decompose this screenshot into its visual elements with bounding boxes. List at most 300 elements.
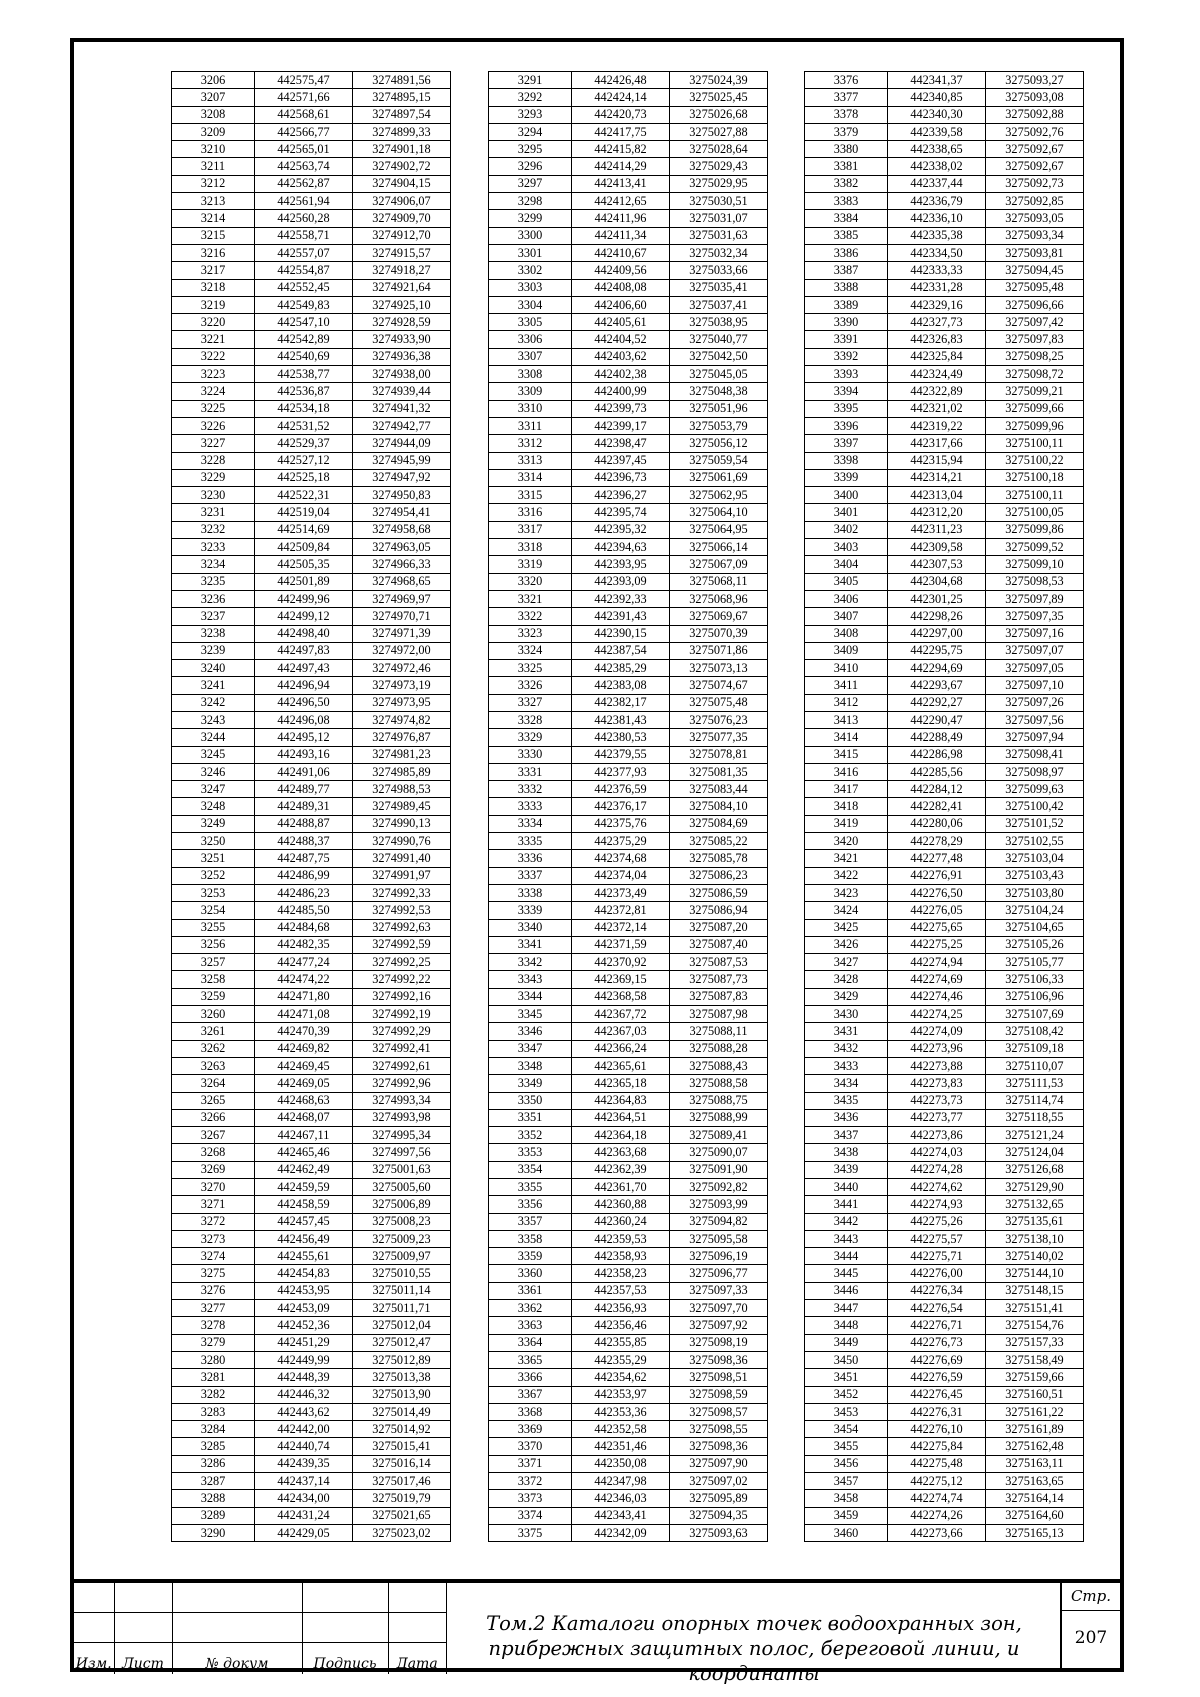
table-row bbox=[172, 158, 451, 175]
point-id-cell: 3245 bbox=[172, 746, 255, 763]
table-row bbox=[805, 1213, 1084, 1230]
table-row bbox=[489, 867, 768, 884]
point-id-cell: 3297 bbox=[489, 175, 572, 192]
x-coordinate-cell: 442397,45 bbox=[572, 452, 670, 469]
table-row bbox=[172, 1109, 451, 1126]
table-row bbox=[489, 1300, 768, 1317]
x-coordinate-cell: 442335,38 bbox=[888, 227, 986, 244]
y-coordinate-cell: 3275088,99 bbox=[670, 1109, 768, 1126]
point-id-cell: 3307 bbox=[489, 348, 572, 365]
table-row bbox=[489, 884, 768, 901]
x-coordinate-cell: 442353,36 bbox=[572, 1403, 670, 1420]
y-coordinate-cell: 3275086,23 bbox=[670, 867, 768, 884]
table-row bbox=[172, 1421, 451, 1438]
y-coordinate-cell: 3275099,66 bbox=[986, 400, 1084, 417]
y-coordinate-cell: 3275098,36 bbox=[670, 1351, 768, 1368]
table-row bbox=[172, 1507, 451, 1524]
point-id-cell: 3267 bbox=[172, 1127, 255, 1144]
point-id-cell: 3409 bbox=[805, 642, 888, 659]
x-coordinate-cell: 442434,00 bbox=[255, 1490, 353, 1507]
x-coordinate-cell: 442274,94 bbox=[888, 954, 986, 971]
y-coordinate-cell: 3275087,83 bbox=[670, 988, 768, 1005]
y-coordinate-cell: 3275030,51 bbox=[670, 193, 768, 210]
y-coordinate-cell: 3275106,96 bbox=[986, 988, 1084, 1005]
table-row bbox=[172, 1161, 451, 1178]
x-coordinate-cell: 442276,69 bbox=[888, 1351, 986, 1368]
table-row bbox=[172, 435, 451, 452]
table-row bbox=[805, 1473, 1084, 1490]
y-coordinate-cell: 3275087,40 bbox=[670, 936, 768, 953]
point-id-cell: 3345 bbox=[489, 1006, 572, 1023]
x-coordinate-cell: 442329,16 bbox=[888, 296, 986, 313]
table-row bbox=[172, 1438, 451, 1455]
y-coordinate-cell: 3275135,61 bbox=[986, 1213, 1084, 1230]
point-id-cell: 3292 bbox=[489, 89, 572, 106]
point-id-cell: 3322 bbox=[489, 608, 572, 625]
table-row bbox=[172, 1300, 451, 1317]
table-row bbox=[805, 798, 1084, 815]
table-row bbox=[172, 729, 451, 746]
y-coordinate-cell: 3275126,68 bbox=[986, 1161, 1084, 1178]
x-coordinate-cell: 442340,30 bbox=[888, 106, 986, 123]
point-id-cell: 3339 bbox=[489, 902, 572, 919]
table-row bbox=[489, 988, 768, 1005]
y-coordinate-cell: 3275164,14 bbox=[986, 1490, 1084, 1507]
y-coordinate-cell: 3275124,04 bbox=[986, 1144, 1084, 1161]
y-coordinate-cell: 3275103,80 bbox=[986, 884, 1084, 901]
table-row bbox=[172, 210, 451, 227]
x-coordinate-cell: 442341,37 bbox=[888, 72, 986, 89]
table-row bbox=[805, 1230, 1084, 1247]
table-row bbox=[489, 1092, 768, 1109]
x-coordinate-cell: 442365,18 bbox=[572, 1075, 670, 1092]
y-coordinate-cell: 3275099,96 bbox=[986, 417, 1084, 434]
x-coordinate-cell: 442357,53 bbox=[572, 1282, 670, 1299]
y-coordinate-cell: 3275009,23 bbox=[353, 1230, 451, 1247]
point-id-cell: 3376 bbox=[805, 72, 888, 89]
y-coordinate-cell: 3275048,38 bbox=[670, 383, 768, 400]
x-coordinate-cell: 442439,35 bbox=[255, 1455, 353, 1472]
table-row bbox=[805, 988, 1084, 1005]
y-coordinate-cell: 3275140,02 bbox=[986, 1248, 1084, 1265]
x-coordinate-cell: 442273,96 bbox=[888, 1040, 986, 1057]
x-coordinate-cell: 442359,53 bbox=[572, 1230, 670, 1247]
y-coordinate-cell: 3274973,19 bbox=[353, 677, 451, 694]
x-coordinate-cell: 442276,91 bbox=[888, 867, 986, 884]
point-id-cell: 3408 bbox=[805, 625, 888, 642]
page-cell-divider bbox=[1062, 1610, 1120, 1611]
x-coordinate-cell: 442374,04 bbox=[572, 867, 670, 884]
table-row bbox=[172, 141, 451, 158]
x-coordinate-cell: 442448,39 bbox=[255, 1369, 353, 1386]
x-coordinate-cell: 442554,87 bbox=[255, 262, 353, 279]
x-coordinate-cell: 442509,84 bbox=[255, 539, 353, 556]
table-row bbox=[172, 244, 451, 261]
point-id-cell: 3305 bbox=[489, 314, 572, 331]
point-id-cell: 3449 bbox=[805, 1334, 888, 1351]
y-coordinate-cell: 3275093,34 bbox=[986, 227, 1084, 244]
point-id-cell: 3241 bbox=[172, 677, 255, 694]
x-coordinate-cell: 442540,69 bbox=[255, 348, 353, 365]
y-coordinate-cell: 3275051,96 bbox=[670, 400, 768, 417]
x-coordinate-cell: 442275,57 bbox=[888, 1230, 986, 1247]
x-coordinate-cell: 442410,67 bbox=[572, 244, 670, 261]
x-coordinate-cell: 442282,41 bbox=[888, 798, 986, 815]
point-id-cell: 3431 bbox=[805, 1023, 888, 1040]
point-id-cell: 3438 bbox=[805, 1144, 888, 1161]
x-coordinate-cell: 442471,80 bbox=[255, 988, 353, 1005]
point-id-cell: 3215 bbox=[172, 227, 255, 244]
y-coordinate-cell: 3275027,88 bbox=[670, 123, 768, 140]
x-coordinate-cell: 442390,15 bbox=[572, 625, 670, 642]
point-id-cell: 3420 bbox=[805, 833, 888, 850]
point-id-cell: 3419 bbox=[805, 815, 888, 832]
point-id-cell: 3315 bbox=[489, 487, 572, 504]
y-coordinate-cell: 3275097,70 bbox=[670, 1300, 768, 1317]
table-row bbox=[489, 590, 768, 607]
point-id-cell: 3336 bbox=[489, 850, 572, 867]
y-coordinate-cell: 3275097,07 bbox=[986, 642, 1084, 659]
point-id-cell: 3325 bbox=[489, 660, 572, 677]
table-row bbox=[172, 89, 451, 106]
x-coordinate-cell: 442275,71 bbox=[888, 1248, 986, 1265]
table-row bbox=[489, 1421, 768, 1438]
x-coordinate-cell: 442334,50 bbox=[888, 244, 986, 261]
table-row bbox=[805, 89, 1084, 106]
table-row bbox=[805, 417, 1084, 434]
point-id-cell: 3450 bbox=[805, 1351, 888, 1368]
table-row bbox=[489, 902, 768, 919]
x-coordinate-cell: 442547,10 bbox=[255, 314, 353, 331]
table-row bbox=[489, 1386, 768, 1403]
y-coordinate-cell: 3274991,97 bbox=[353, 867, 451, 884]
y-coordinate-cell: 3275068,11 bbox=[670, 573, 768, 590]
table-row bbox=[489, 1351, 768, 1368]
table-row bbox=[489, 625, 768, 642]
table-row bbox=[172, 1040, 451, 1057]
coordinates-table-2 bbox=[488, 71, 768, 1542]
point-id-cell: 3384 bbox=[805, 210, 888, 227]
x-coordinate-cell: 442376,59 bbox=[572, 781, 670, 798]
table-row bbox=[489, 833, 768, 850]
y-coordinate-cell: 3275084,10 bbox=[670, 798, 768, 815]
table-row bbox=[172, 850, 451, 867]
table-row bbox=[489, 954, 768, 971]
point-id-cell: 3371 bbox=[489, 1455, 572, 1472]
table-row bbox=[172, 504, 451, 521]
table-row bbox=[805, 487, 1084, 504]
table-row bbox=[489, 123, 768, 140]
table-row bbox=[805, 504, 1084, 521]
table-row bbox=[489, 1144, 768, 1161]
coordinates-table-3 bbox=[804, 71, 1084, 1542]
point-id-cell: 3328 bbox=[489, 711, 572, 728]
point-id-cell: 3210 bbox=[172, 141, 255, 158]
table-row bbox=[172, 348, 451, 365]
y-coordinate-cell: 3275094,35 bbox=[670, 1507, 768, 1524]
point-id-cell: 3396 bbox=[805, 417, 888, 434]
y-coordinate-cell: 3275097,90 bbox=[670, 1455, 768, 1472]
y-coordinate-cell: 3275088,28 bbox=[670, 1040, 768, 1057]
x-coordinate-cell: 442468,07 bbox=[255, 1109, 353, 1126]
point-id-cell: 3377 bbox=[805, 89, 888, 106]
x-coordinate-cell: 442458,59 bbox=[255, 1196, 353, 1213]
point-id-cell: 3264 bbox=[172, 1075, 255, 1092]
x-coordinate-cell: 442275,12 bbox=[888, 1473, 986, 1490]
x-coordinate-cell: 442360,24 bbox=[572, 1213, 670, 1230]
table-row bbox=[489, 227, 768, 244]
table-row bbox=[489, 175, 768, 192]
x-coordinate-cell: 442274,69 bbox=[888, 971, 986, 988]
x-coordinate-cell: 442370,92 bbox=[572, 954, 670, 971]
x-coordinate-cell: 442489,31 bbox=[255, 798, 353, 815]
table-row bbox=[805, 781, 1084, 798]
x-coordinate-cell: 442403,62 bbox=[572, 348, 670, 365]
x-coordinate-cell: 442358,23 bbox=[572, 1265, 670, 1282]
point-id-cell: 3321 bbox=[489, 590, 572, 607]
x-coordinate-cell: 442317,66 bbox=[888, 435, 986, 452]
point-id-cell: 3283 bbox=[172, 1403, 255, 1420]
y-coordinate-cell: 3275042,50 bbox=[670, 348, 768, 365]
x-coordinate-cell: 442399,17 bbox=[572, 417, 670, 434]
y-coordinate-cell: 3275094,82 bbox=[670, 1213, 768, 1230]
y-coordinate-cell: 3274981,23 bbox=[353, 746, 451, 763]
point-id-cell: 3231 bbox=[172, 504, 255, 521]
table-row bbox=[172, 383, 451, 400]
point-id-cell: 3213 bbox=[172, 193, 255, 210]
x-coordinate-cell: 442429,05 bbox=[255, 1524, 353, 1541]
table-row bbox=[805, 435, 1084, 452]
table-row bbox=[172, 884, 451, 901]
y-coordinate-cell: 3275093,27 bbox=[986, 72, 1084, 89]
table-row bbox=[805, 556, 1084, 573]
y-coordinate-cell: 3275008,23 bbox=[353, 1213, 451, 1230]
y-coordinate-cell: 3275011,71 bbox=[353, 1300, 451, 1317]
table-row bbox=[805, 919, 1084, 936]
table-row bbox=[489, 1334, 768, 1351]
point-id-cell: 3329 bbox=[489, 729, 572, 746]
y-coordinate-cell: 3275097,10 bbox=[986, 677, 1084, 694]
table-row bbox=[489, 210, 768, 227]
y-coordinate-cell: 3275097,42 bbox=[986, 314, 1084, 331]
y-coordinate-cell: 3275061,69 bbox=[670, 469, 768, 486]
point-id-cell: 3354 bbox=[489, 1161, 572, 1178]
x-coordinate-cell: 442368,58 bbox=[572, 988, 670, 1005]
y-coordinate-cell: 3274912,70 bbox=[353, 227, 451, 244]
point-id-cell: 3209 bbox=[172, 123, 255, 140]
x-coordinate-cell: 442451,29 bbox=[255, 1334, 353, 1351]
point-id-cell: 3250 bbox=[172, 833, 255, 850]
title-block bbox=[74, 1579, 1120, 1685]
x-coordinate-cell: 442284,12 bbox=[888, 781, 986, 798]
table-row bbox=[172, 919, 451, 936]
point-id-cell: 3455 bbox=[805, 1438, 888, 1455]
x-coordinate-cell: 442275,84 bbox=[888, 1438, 986, 1455]
y-coordinate-cell: 3275093,99 bbox=[670, 1196, 768, 1213]
table-row bbox=[172, 296, 451, 313]
table-row bbox=[805, 590, 1084, 607]
point-id-cell: 3335 bbox=[489, 833, 572, 850]
table-row bbox=[805, 971, 1084, 988]
point-id-cell: 3279 bbox=[172, 1334, 255, 1351]
point-id-cell: 3280 bbox=[172, 1351, 255, 1368]
x-coordinate-cell: 442273,83 bbox=[888, 1075, 986, 1092]
table-row bbox=[172, 902, 451, 919]
x-coordinate-cell: 442560,28 bbox=[255, 210, 353, 227]
table-row bbox=[489, 469, 768, 486]
x-coordinate-cell: 442276,54 bbox=[888, 1300, 986, 1317]
y-coordinate-cell: 3275163,65 bbox=[986, 1473, 1084, 1490]
table-row bbox=[489, 279, 768, 296]
point-id-cell: 3348 bbox=[489, 1057, 572, 1074]
x-coordinate-cell: 442376,17 bbox=[572, 798, 670, 815]
x-coordinate-cell: 442325,84 bbox=[888, 348, 986, 365]
table-row bbox=[805, 1075, 1084, 1092]
y-coordinate-cell: 3274974,82 bbox=[353, 711, 451, 728]
y-coordinate-cell: 3274992,22 bbox=[353, 971, 451, 988]
y-coordinate-cell: 3275097,05 bbox=[986, 660, 1084, 677]
y-coordinate-cell: 3275029,95 bbox=[670, 175, 768, 192]
table-row bbox=[489, 1213, 768, 1230]
x-coordinate-cell: 442339,58 bbox=[888, 123, 986, 140]
x-coordinate-cell: 442364,18 bbox=[572, 1127, 670, 1144]
point-id-cell: 3236 bbox=[172, 590, 255, 607]
x-coordinate-cell: 442531,52 bbox=[255, 417, 353, 434]
table-row bbox=[172, 175, 451, 192]
point-id-cell: 3225 bbox=[172, 400, 255, 417]
y-coordinate-cell: 3275009,97 bbox=[353, 1248, 451, 1265]
table-row bbox=[489, 1006, 768, 1023]
x-coordinate-cell: 442365,61 bbox=[572, 1057, 670, 1074]
stamp-label-doc-number: № докум bbox=[172, 1643, 302, 1675]
y-coordinate-cell: 3274906,07 bbox=[353, 193, 451, 210]
x-coordinate-cell: 442505,35 bbox=[255, 556, 353, 573]
table-row bbox=[805, 833, 1084, 850]
point-id-cell: 3308 bbox=[489, 366, 572, 383]
point-id-cell: 3221 bbox=[172, 331, 255, 348]
y-coordinate-cell: 3274941,32 bbox=[353, 400, 451, 417]
table-row bbox=[489, 452, 768, 469]
y-coordinate-cell: 3275070,39 bbox=[670, 625, 768, 642]
table-row bbox=[172, 1248, 451, 1265]
y-coordinate-cell: 3275098,51 bbox=[670, 1369, 768, 1386]
y-coordinate-cell: 3275100,18 bbox=[986, 469, 1084, 486]
y-coordinate-cell: 3275035,41 bbox=[670, 279, 768, 296]
y-coordinate-cell: 3275098,97 bbox=[986, 763, 1084, 780]
x-coordinate-cell: 442280,06 bbox=[888, 815, 986, 832]
x-coordinate-cell: 442274,26 bbox=[888, 1507, 986, 1524]
point-id-cell: 3436 bbox=[805, 1109, 888, 1126]
table-row bbox=[489, 1161, 768, 1178]
x-coordinate-cell: 442362,39 bbox=[572, 1161, 670, 1178]
point-id-cell: 3355 bbox=[489, 1179, 572, 1196]
y-coordinate-cell: 3275109,18 bbox=[986, 1040, 1084, 1057]
table-row bbox=[489, 539, 768, 556]
y-coordinate-cell: 3274947,92 bbox=[353, 469, 451, 486]
point-id-cell: 3443 bbox=[805, 1230, 888, 1247]
table-row bbox=[172, 452, 451, 469]
table-row bbox=[172, 590, 451, 607]
point-id-cell: 3253 bbox=[172, 884, 255, 901]
point-id-cell: 3254 bbox=[172, 902, 255, 919]
y-coordinate-cell: 3275129,90 bbox=[986, 1179, 1084, 1196]
table-row bbox=[172, 1490, 451, 1507]
table-row bbox=[805, 763, 1084, 780]
x-coordinate-cell: 442415,82 bbox=[572, 141, 670, 158]
y-coordinate-cell: 3275099,86 bbox=[986, 521, 1084, 538]
point-id-cell: 3285 bbox=[172, 1438, 255, 1455]
point-id-cell: 3303 bbox=[489, 279, 572, 296]
point-id-cell: 3237 bbox=[172, 608, 255, 625]
point-id-cell: 3244 bbox=[172, 729, 255, 746]
x-coordinate-cell: 442571,66 bbox=[255, 89, 353, 106]
x-coordinate-cell: 442338,02 bbox=[888, 158, 986, 175]
y-coordinate-cell: 3275086,59 bbox=[670, 884, 768, 901]
y-coordinate-cell: 3275096,19 bbox=[670, 1248, 768, 1265]
x-coordinate-cell: 442469,05 bbox=[255, 1075, 353, 1092]
point-id-cell: 3268 bbox=[172, 1144, 255, 1161]
y-coordinate-cell: 3275012,89 bbox=[353, 1351, 451, 1368]
table-row bbox=[805, 296, 1084, 313]
table-row bbox=[489, 504, 768, 521]
y-coordinate-cell: 3274973,95 bbox=[353, 694, 451, 711]
point-id-cell: 3233 bbox=[172, 539, 255, 556]
y-coordinate-cell: 3275085,78 bbox=[670, 850, 768, 867]
x-coordinate-cell: 442522,31 bbox=[255, 487, 353, 504]
x-coordinate-cell: 442274,74 bbox=[888, 1490, 986, 1507]
point-id-cell: 3214 bbox=[172, 210, 255, 227]
table-row bbox=[805, 521, 1084, 538]
y-coordinate-cell: 3275100,42 bbox=[986, 798, 1084, 815]
point-id-cell: 3444 bbox=[805, 1248, 888, 1265]
table-row bbox=[172, 815, 451, 832]
y-coordinate-cell: 3274925,10 bbox=[353, 296, 451, 313]
x-coordinate-cell: 442336,79 bbox=[888, 193, 986, 210]
table-row bbox=[489, 729, 768, 746]
table-row bbox=[805, 1507, 1084, 1524]
y-coordinate-cell: 3274976,87 bbox=[353, 729, 451, 746]
table-row bbox=[805, 279, 1084, 296]
title-block-grid bbox=[74, 1583, 447, 1674]
y-coordinate-cell: 3275091,90 bbox=[670, 1161, 768, 1178]
point-id-cell: 3295 bbox=[489, 141, 572, 158]
x-coordinate-cell: 442276,59 bbox=[888, 1369, 986, 1386]
table-row bbox=[172, 1455, 451, 1472]
y-coordinate-cell: 3275038,95 bbox=[670, 314, 768, 331]
y-coordinate-cell: 3275086,94 bbox=[670, 902, 768, 919]
table-row bbox=[489, 1403, 768, 1420]
y-coordinate-cell: 3275013,90 bbox=[353, 1386, 451, 1403]
table-row bbox=[489, 1230, 768, 1247]
table-row bbox=[172, 366, 451, 383]
x-coordinate-cell: 442457,45 bbox=[255, 1213, 353, 1230]
y-coordinate-cell: 3275098,41 bbox=[986, 746, 1084, 763]
table-row bbox=[489, 694, 768, 711]
table-row bbox=[172, 1524, 451, 1541]
table-row bbox=[172, 123, 451, 140]
table-row bbox=[172, 833, 451, 850]
table-row bbox=[172, 1265, 451, 1282]
y-coordinate-cell: 3275098,59 bbox=[670, 1386, 768, 1403]
x-coordinate-cell: 442315,94 bbox=[888, 452, 986, 469]
x-coordinate-cell: 442468,63 bbox=[255, 1092, 353, 1109]
x-coordinate-cell: 442387,54 bbox=[572, 642, 670, 659]
y-coordinate-cell: 3274972,00 bbox=[353, 642, 451, 659]
x-coordinate-cell: 442340,85 bbox=[888, 89, 986, 106]
point-id-cell: 3276 bbox=[172, 1282, 255, 1299]
point-id-cell: 3361 bbox=[489, 1282, 572, 1299]
y-coordinate-cell: 3275106,33 bbox=[986, 971, 1084, 988]
